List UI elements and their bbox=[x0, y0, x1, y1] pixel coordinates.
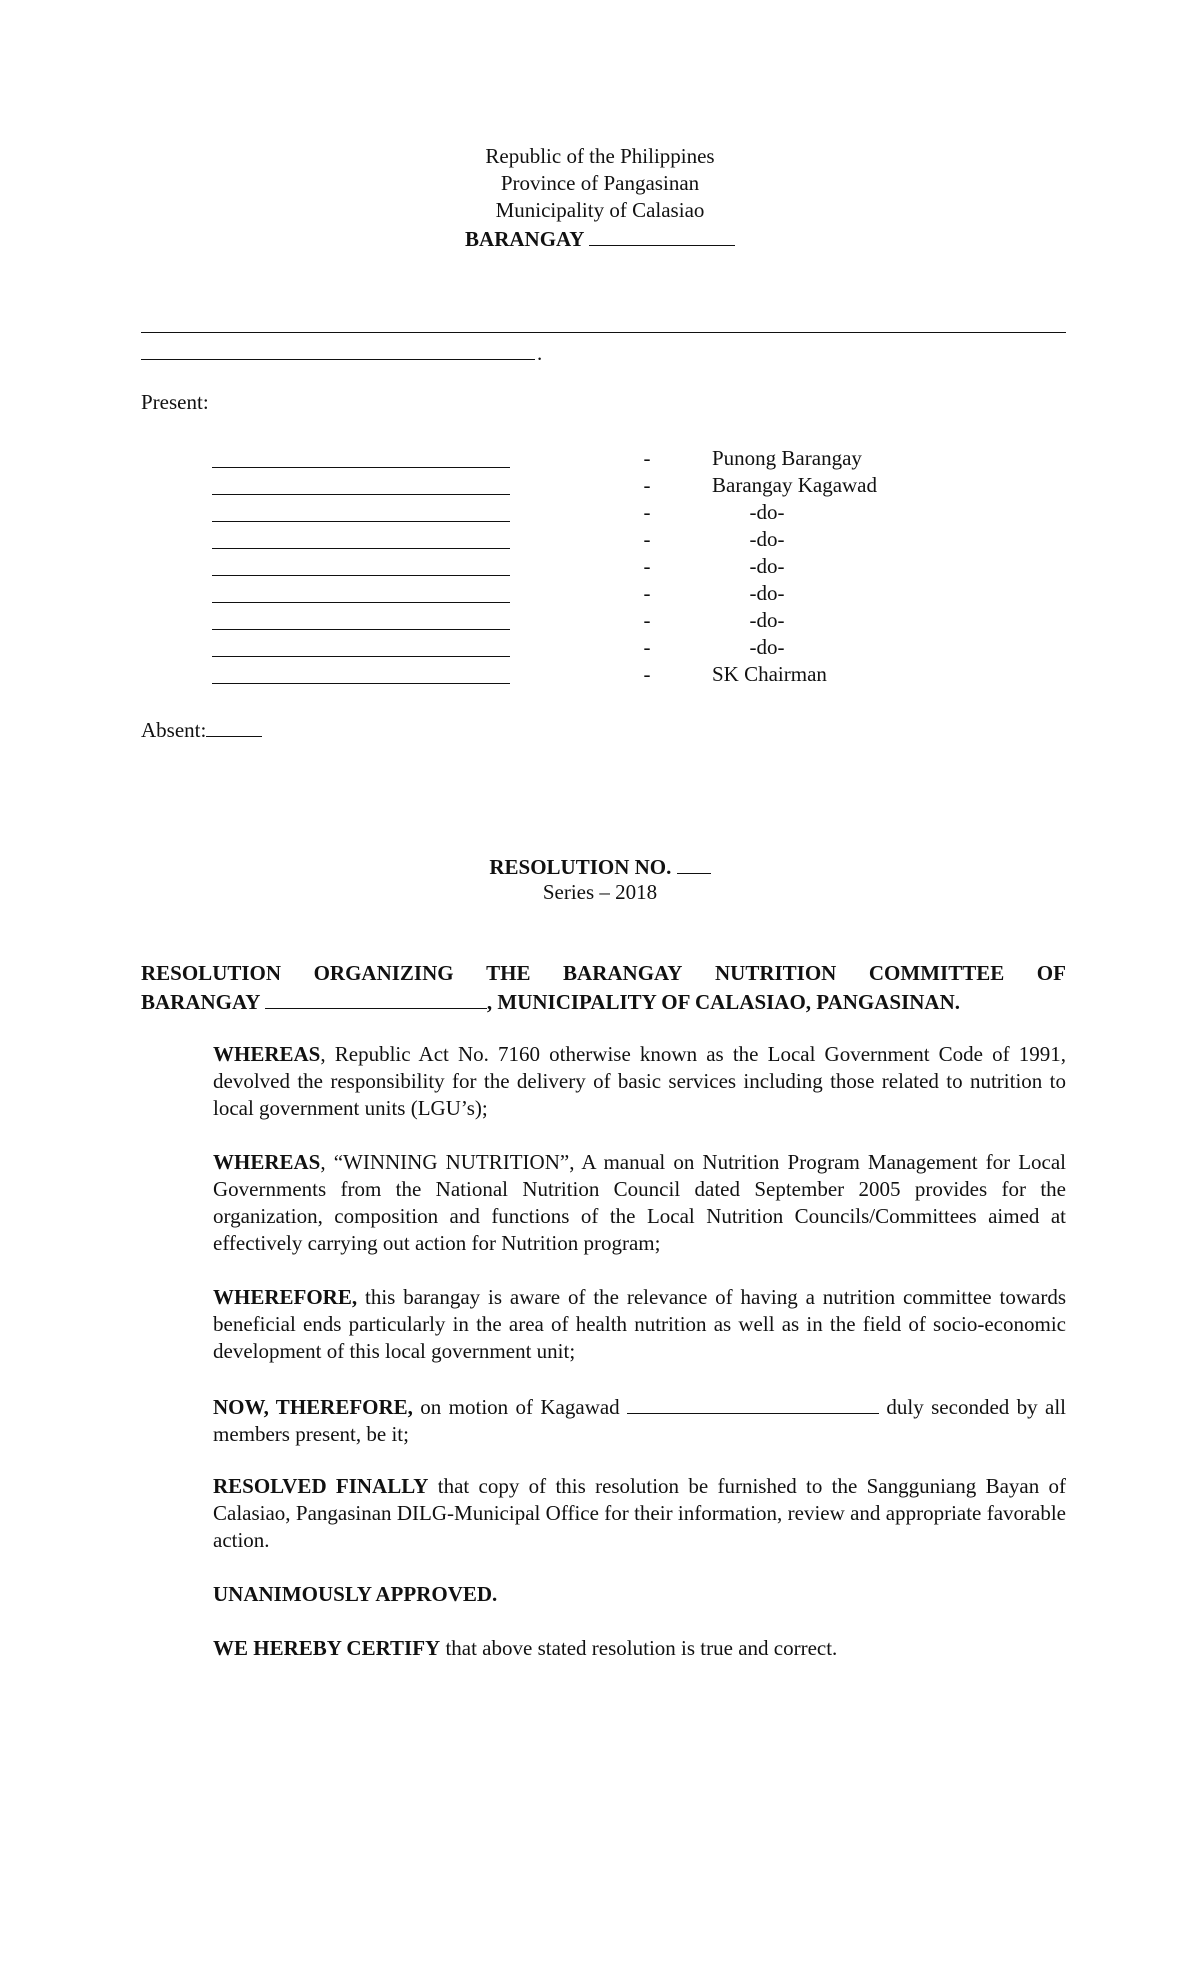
barangay-label: BARANGAY bbox=[465, 227, 584, 251]
header-barangay bbox=[0, 224, 1200, 253]
officer-dash: - bbox=[643, 635, 651, 659]
absent-label: Absent: bbox=[141, 718, 207, 742]
officer-row bbox=[0, 661, 1200, 688]
paragraph-text: on motion of Kagawad bbox=[412, 1395, 628, 1419]
officer-name-blank bbox=[212, 467, 510, 468]
paragraph-resolved-finally bbox=[141, 1473, 1066, 1554]
officer-dash: - bbox=[643, 554, 651, 578]
title-barangay-suffix: , MUNICIPALITY OF CALASIAO, PANGASINAN. bbox=[486, 990, 960, 1014]
paragraph-text: , Republic Act No. 7160 otherwise known as the Local Government Code of 1991, devolved the responsibility for the delivery of basic services including those related to nutrition to local government units (LGU’s); bbox=[213, 1042, 1066, 1120]
paragraph-lead: UNANIMOUSLY APPROVED. bbox=[213, 1582, 498, 1606]
resolution-number bbox=[0, 852, 1200, 881]
paragraph-certify bbox=[141, 1635, 1066, 1662]
officer-dash: - bbox=[643, 608, 651, 632]
present-label: Present: bbox=[141, 390, 209, 414]
officer-position: SK Chairman bbox=[712, 662, 827, 686]
officer-row bbox=[0, 553, 1200, 580]
session-blank-line-1 bbox=[141, 332, 1066, 333]
resolution-title bbox=[141, 960, 1066, 1016]
paragraph-whereas-1 bbox=[141, 1041, 1066, 1122]
header-municipality: Municipality of Calasiao bbox=[495, 198, 705, 222]
officer-row bbox=[0, 580, 1200, 607]
officer-row bbox=[0, 607, 1200, 634]
officer-dash: - bbox=[643, 473, 651, 497]
paragraph-text: this barangay is aware of the relevance of having a nutrition committee towards beneficial ends particularly in the area of health nutrition as well as in the field of socio-economic development of this local government unit; bbox=[213, 1285, 1066, 1363]
title-barangay-prefix: BARANGAY bbox=[141, 990, 260, 1014]
officer-row bbox=[0, 634, 1200, 661]
officer-dash: - bbox=[643, 581, 651, 605]
header-republic: Republic of the Philippines bbox=[485, 144, 715, 168]
officer-position: Punong Barangay bbox=[712, 446, 862, 470]
officer-row bbox=[0, 472, 1200, 499]
paragraph-text: that copy of this resolution be furnished to the Sangguniang Bayan of Calasiao, Pangasinan DILG-Municipal Office for their information, review and appropriate favorable action. bbox=[213, 1474, 1067, 1552]
document-header bbox=[0, 143, 1200, 253]
officer-dash: - bbox=[643, 446, 651, 470]
paragraph-whereas-2 bbox=[141, 1149, 1066, 1257]
officer-name-blank bbox=[212, 656, 510, 657]
title-word: ORGANIZING bbox=[313, 961, 454, 985]
officer-position: -do- bbox=[749, 635, 785, 659]
paragraph-text: , “WINNING NUTRITION”, A manual on Nutrition Program Management for Local Governments from the National Nutrition Council dated September 2005 provides for the organization, composition and functions of the Local Nutrition Councils/Committees aimed at effectively carrying out action for Nutrition program; bbox=[213, 1150, 1066, 1255]
officer-position: -do- bbox=[749, 608, 785, 632]
officer-row bbox=[0, 499, 1200, 526]
resolution-number-blank bbox=[677, 852, 711, 874]
kagawad-name-blank bbox=[627, 1392, 879, 1414]
paragraph-text: that above stated resolution is true and correct. bbox=[440, 1636, 838, 1660]
officer-position: -do- bbox=[749, 581, 785, 605]
session-blank-line-2 bbox=[141, 359, 535, 360]
absent-row bbox=[141, 715, 262, 743]
title-word: BARANGAY bbox=[563, 961, 683, 985]
header-province: Province of Pangasinan bbox=[500, 171, 700, 195]
paragraph-lead: NOW, THEREFORE, bbox=[213, 1395, 413, 1419]
officer-dash: - bbox=[643, 527, 651, 551]
paragraph-lead: WHEREFORE, bbox=[213, 1285, 358, 1309]
session-blank-period: . bbox=[537, 341, 543, 365]
paragraph-lead: WHEREAS bbox=[213, 1150, 321, 1174]
officer-position: -do- bbox=[749, 527, 785, 551]
paragraph-lead: WHEREAS bbox=[213, 1042, 321, 1066]
paragraph-text: duly seconded by all members present, be it; bbox=[213, 1395, 1066, 1446]
absent-blank bbox=[206, 715, 262, 737]
officer-dash: - bbox=[643, 662, 651, 686]
paragraph-wherefore bbox=[141, 1284, 1066, 1365]
officer-dash: - bbox=[643, 500, 651, 524]
resolution-title-line-2 bbox=[141, 987, 1066, 1016]
officer-position: -do- bbox=[749, 500, 785, 524]
officer-row bbox=[0, 526, 1200, 553]
officer-name-blank bbox=[212, 683, 510, 684]
officer-position: -do- bbox=[749, 554, 785, 578]
title-word: RESOLUTION bbox=[141, 961, 282, 985]
officer-name-blank bbox=[212, 629, 510, 630]
officer-name-blank bbox=[212, 494, 510, 495]
title-word: COMMITTEE bbox=[868, 961, 1005, 985]
paragraph-now-therefore bbox=[141, 1392, 1066, 1448]
resolution-number-label: RESOLUTION NO. bbox=[489, 855, 672, 879]
title-word: NUTRITION bbox=[714, 961, 837, 985]
officer-name-blank bbox=[212, 521, 510, 522]
paragraph-lead: RESOLVED FINALLY bbox=[213, 1474, 429, 1498]
resolution-title-line-1 bbox=[141, 960, 1066, 987]
paragraph-lead: WE HEREBY CERTIFY bbox=[213, 1636, 441, 1660]
barangay-blank bbox=[589, 224, 735, 246]
officer-position: Barangay Kagawad bbox=[712, 473, 878, 497]
paragraph-unanimously-approved bbox=[141, 1581, 1066, 1608]
resolution-series: Series – 2018 bbox=[542, 880, 658, 904]
officer-name-blank bbox=[212, 548, 510, 549]
officer-name-blank bbox=[212, 602, 510, 603]
title-word: OF bbox=[1036, 961, 1066, 985]
officer-name-blank bbox=[212, 575, 510, 576]
title-barangay-blank bbox=[265, 987, 487, 1009]
officer-row bbox=[0, 445, 1200, 472]
title-word: THE bbox=[486, 961, 531, 985]
